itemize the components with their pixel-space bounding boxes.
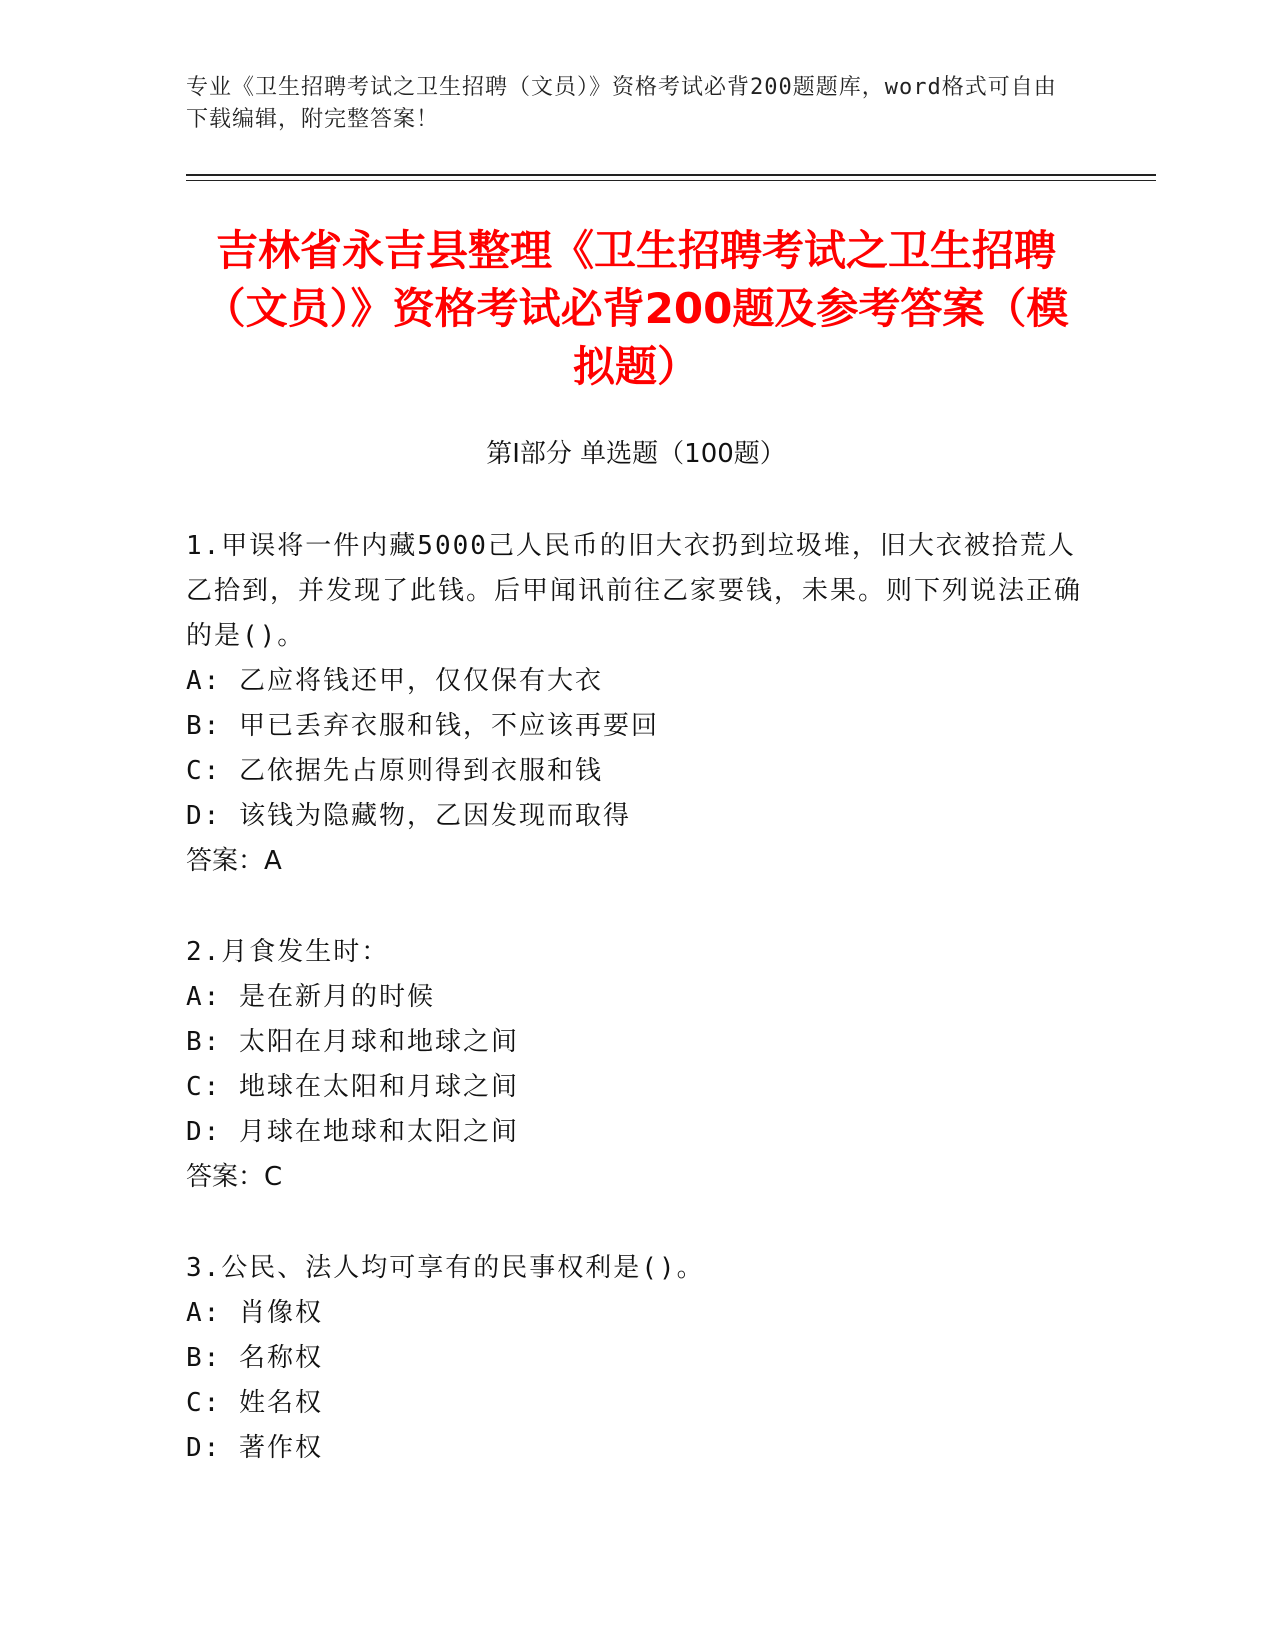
option-d: D: 月球在地球和太阳之间 <box>186 1117 519 1147</box>
option-c: C: 地球在太阳和月球之间 <box>186 1072 519 1102</box>
header-divider-thin <box>186 180 1156 181</box>
question-item <box>186 1246 1086 1471</box>
header-divider-thick <box>186 174 1156 176</box>
answer-line: 答案：C <box>186 1162 283 1192</box>
option-d: D: 该钱为隐藏物，乙因发现而取得 <box>186 801 631 831</box>
option-c: C: 乙依据先占原则得到衣服和钱 <box>186 756 603 786</box>
document-title: 吉林省永吉县整理《卫生招聘考试之卫生招聘（文员）》资格考试必背200题及参考答案（模拟题） <box>203 226 1069 391</box>
answer-line: 答案：A <box>186 846 282 876</box>
question-stem: 1.甲误将一件内藏5000己人民币的旧大衣扔到垃圾堆，旧大衣被拾荒人乙拾到，并发现了此钱。后甲闻讯前往乙家要钱，未果。则下列说法正确的是()。 <box>186 531 1083 651</box>
question-item <box>186 524 1086 884</box>
header-note: 专业《卫生招聘考试之卫生招聘（文员）》资格考试必背200题题库，word格式可自由下载编辑，附完整答案！ <box>186 75 1057 132</box>
option-b: B: 名称权 <box>186 1343 323 1373</box>
question-item <box>186 930 1086 1200</box>
question-list <box>186 524 1086 1517</box>
option-a: A: 乙应将钱还甲，仅仅保有大衣 <box>186 666 603 696</box>
option-b: B: 甲已丢弃衣服和钱，不应该再要回 <box>186 711 659 741</box>
option-b: B: 太阳在月球和地球之间 <box>186 1027 519 1057</box>
option-c: C: 姓名权 <box>186 1388 323 1418</box>
option-a: A: 是在新月的时候 <box>186 982 435 1012</box>
option-d: D: 著作权 <box>186 1433 323 1463</box>
question-stem: 2.月食发生时： <box>186 937 390 967</box>
option-a: A: 肖像权 <box>186 1298 323 1328</box>
question-stem: 3.公民、法人均可享有的民事权利是()。 <box>186 1253 705 1283</box>
section-heading: 第I部分 单选题（100题） <box>486 439 786 469</box>
